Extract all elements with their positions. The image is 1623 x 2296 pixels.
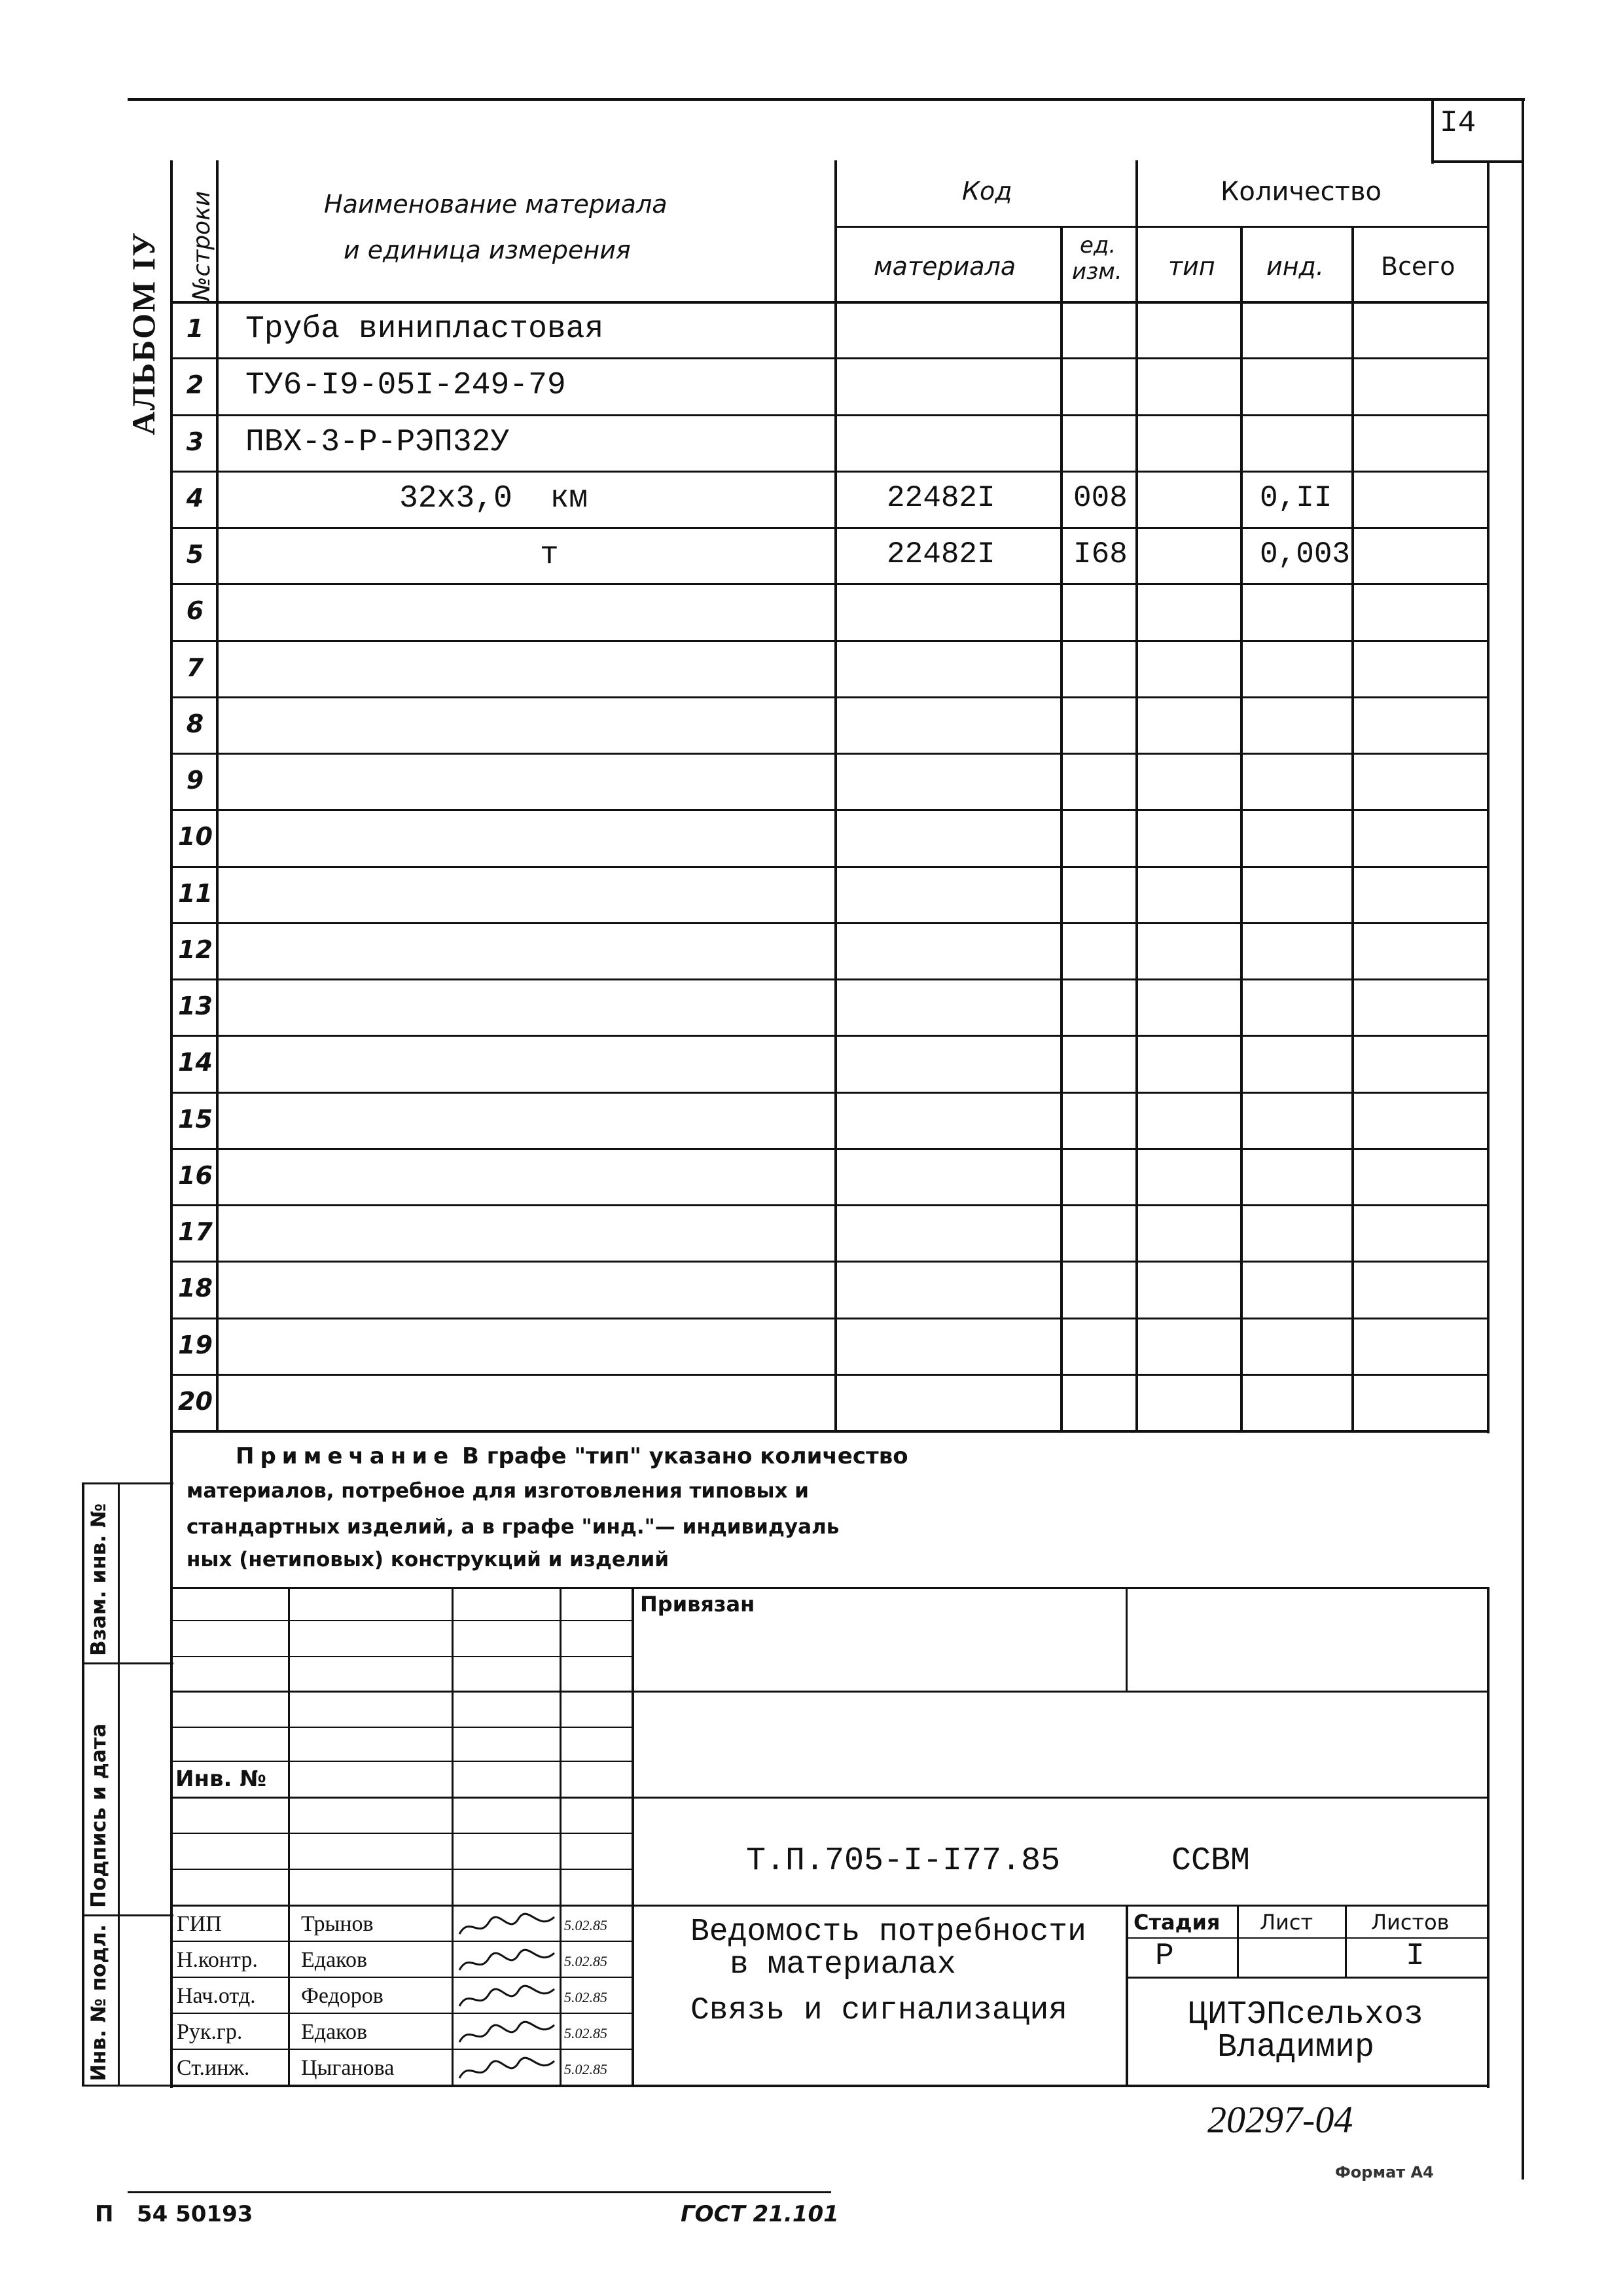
signature-scribble (456, 1981, 558, 2014)
staff-role: Ст.инж. (177, 2056, 250, 2080)
code-material-header: материала (874, 252, 1016, 281)
row-line (170, 1318, 1489, 1319)
row-line (170, 696, 1489, 698)
row-number: 11 (178, 879, 213, 908)
handwritten-number: 20297-04 (1207, 2098, 1353, 2141)
row-line (170, 978, 1489, 980)
format-label: Формат А4 (1335, 2163, 1434, 2181)
row-number-header: №строки (188, 190, 215, 301)
staff-date: 5.02.85 (564, 1953, 607, 1969)
stamp-h6 (170, 1797, 1489, 1799)
row-name: ТУ6-I9-05I-249-79 (245, 368, 566, 403)
code-unit-header-1: ед. (1080, 232, 1116, 259)
stage-label: Стадия (1133, 1910, 1221, 1935)
row-line (170, 357, 1489, 359)
side-strip-left (82, 1482, 84, 2085)
row-line (170, 527, 1489, 529)
side-label-podpis: Подпись и дата (87, 1723, 111, 1908)
row-number: 3 (186, 427, 204, 456)
qty-type-header: тип (1168, 252, 1215, 281)
row-name: 32х3,0 км (399, 481, 588, 516)
stamp-col-d (632, 1587, 634, 2085)
stamp-h4 (170, 1727, 632, 1728)
code-unit-header-2: изм. (1072, 259, 1122, 285)
stamp-h1 (170, 1620, 632, 1621)
stamp-h2 (170, 1656, 632, 1657)
stamp-bottom-line (170, 2085, 1489, 2087)
signature-scribble (456, 2053, 558, 2086)
stamp-col-b (452, 1587, 454, 2085)
row-line (170, 866, 1489, 868)
table-left-line (170, 160, 173, 2088)
side-strip-top (82, 1482, 173, 1484)
sheet-box-left (1431, 98, 1434, 164)
row-ind: 0,003 (1260, 537, 1351, 571)
staff-date: 5.02.85 (564, 1989, 607, 2005)
row-number: 19 (178, 1331, 213, 1359)
row-number: 8 (186, 709, 204, 738)
stamp-h10 (170, 1941, 632, 1942)
album-label: АЛЬБОМ IУ (125, 231, 162, 435)
row-unit: I68 (1073, 537, 1128, 571)
row-line (170, 753, 1489, 755)
row-line (170, 1148, 1489, 1150)
row-number: 9 (186, 766, 204, 795)
doc-title-line1: Ведомость потребности (690, 1914, 1086, 1950)
note-text-1: В графе "тип" указано количество (461, 1443, 908, 1469)
row-line (170, 583, 1489, 585)
num-col-line (216, 160, 219, 1430)
table-bottom-line (170, 1430, 1489, 1433)
stage-col-1 (1237, 1905, 1239, 1978)
footer-gost: ГОСТ 21.101 (681, 2201, 839, 2227)
sheets-value: I (1406, 1939, 1425, 1974)
quantity-header: Количество (1221, 177, 1382, 207)
stamp-h5 (170, 1761, 632, 1762)
stamp-h9 (170, 1905, 1489, 1907)
staff-role: ГИП (177, 1912, 222, 1936)
row-line (170, 922, 1489, 924)
staff-date: 5.02.85 (564, 1917, 607, 1933)
row-line (170, 809, 1489, 811)
stamp-right-line (1487, 1587, 1489, 2088)
stage-label-line (1126, 1937, 1489, 1939)
row-number: 13 (178, 992, 213, 1020)
row-number: 4 (186, 484, 204, 512)
privyazan-divider (1126, 1587, 1128, 1692)
name-header-line2: и единица измерения (344, 236, 631, 264)
privyazan-label: Привязан (640, 1592, 755, 1617)
row-line (170, 471, 1489, 473)
stage-block-left (1126, 1905, 1128, 2085)
stamp-top-line (170, 1587, 1489, 1589)
row-material: 22482I (887, 537, 995, 571)
doc-title-line3: Связь и сигнализация (690, 1993, 1068, 2028)
row-line (170, 1092, 1489, 1094)
row-line (170, 640, 1489, 642)
row-line (170, 1261, 1489, 1263)
stamp-h12 (170, 2013, 632, 2014)
sheet-label: Лист (1260, 1910, 1313, 1935)
org-line1: ЦИТЭПсельхоз (1188, 1996, 1424, 2034)
stage-value-line (1126, 1977, 1489, 1979)
row-number: 5 (186, 540, 204, 569)
ind-col-line (1351, 226, 1354, 1430)
signature-scribble (456, 2017, 558, 2050)
stamp-h7 (170, 1833, 632, 1834)
staff-name: Федоров (301, 1984, 383, 2008)
qty-ind-header: инд. (1266, 252, 1324, 281)
note-label: Примечание (236, 1443, 455, 1469)
name-header-line1: Наименование материала (324, 190, 668, 219)
org-line2: Владимир (1217, 2029, 1375, 2066)
side-label-inv-podl: Инв. № подл. (87, 1924, 111, 2081)
code-header: Код (962, 177, 1012, 206)
header-mid-line (834, 226, 1489, 228)
staff-role: Нач.отд. (177, 1984, 256, 2008)
stamp-h13 (170, 2049, 632, 2050)
side-strip-div2 (82, 1914, 173, 1916)
stamp-h11 (170, 1977, 632, 1978)
row-material: 22482I (887, 481, 995, 515)
side-strip-div1 (82, 1662, 173, 1664)
inv-no-label: Инв. № (175, 1766, 267, 1792)
row-unit: 008 (1073, 481, 1128, 515)
sheet-number: I4 (1440, 106, 1476, 140)
side-label-vzam: Взам. инв. № (87, 1503, 111, 1656)
row-number: 6 (186, 596, 204, 625)
row-ind: 0,II (1260, 481, 1332, 515)
staff-name: Трынов (301, 1912, 374, 1936)
row-line (170, 1374, 1489, 1376)
qty-total-header: Всего (1381, 252, 1455, 281)
material-col-line (1060, 226, 1063, 1430)
staff-date: 5.02.85 (564, 2025, 607, 2041)
header-bottom-line (170, 301, 1489, 304)
unit-col-line (1135, 160, 1138, 1430)
row-number: 1 (186, 314, 204, 343)
row-number: 17 (178, 1217, 213, 1246)
signature-scribble (456, 1945, 558, 1978)
stamp-col-a (288, 1587, 290, 2085)
side-strip-inner (118, 1482, 120, 2085)
right-border-line (1522, 98, 1524, 2179)
row-number: 12 (178, 935, 213, 964)
staff-date: 5.02.85 (564, 2061, 607, 2077)
row-number: 16 (178, 1161, 213, 1190)
staff-name: Едаков (301, 1948, 368, 1972)
row-line (170, 414, 1489, 416)
note-line1 (236, 1443, 908, 1469)
row-number: 2 (186, 370, 204, 399)
row-number: 7 (186, 653, 204, 682)
staff-name: Едаков (301, 2020, 368, 2044)
stage-value: Р (1155, 1939, 1174, 1974)
name-col-line (834, 160, 837, 1430)
row-line (170, 1204, 1489, 1206)
row-number: 10 (178, 822, 213, 851)
row-number: 20 (178, 1387, 213, 1416)
row-name: ПВХ-3-Р-РЭП32У (245, 425, 510, 460)
sheet-box-bottom (1431, 160, 1523, 163)
side-strip-bottom (82, 2085, 173, 2087)
row-name: Труба винипластовая (245, 312, 604, 347)
staff-role: Рук.гр. (177, 2020, 243, 2044)
stamp-col-c (560, 1587, 562, 2085)
sheets-label: Листов (1371, 1910, 1450, 1935)
doc-code: Т.П.705-I-I77.85 (746, 1842, 1061, 1880)
staff-role: Н.контр. (177, 1948, 258, 1972)
footer-line (128, 2191, 831, 2193)
footer-left: П 54 50193 (95, 2201, 253, 2227)
doc-title-line2: в материалах (730, 1947, 956, 1982)
row-number: 18 (178, 1274, 213, 1302)
stamp-h8 (170, 1869, 632, 1870)
type-col-line (1240, 226, 1243, 1430)
table-right-line (1487, 160, 1489, 1433)
note-line4: ных (нетиповых) конструкций и изделий (187, 1548, 669, 1571)
stage-col-2 (1345, 1905, 1347, 1978)
top-border-line (128, 98, 1525, 101)
stamp-h3 (170, 1691, 1489, 1693)
note-line3: стандартных изделий, а в графе "инд."— индивидуаль (187, 1515, 840, 1539)
doc-section: ССВМ (1171, 1842, 1251, 1880)
signature-scribble (456, 1909, 558, 1942)
note-line2: материалов, потребное для изготовления типовых и (187, 1479, 810, 1503)
row-line (170, 1035, 1489, 1037)
row-name: т (540, 537, 559, 573)
staff-name: Цыганова (301, 2056, 395, 2080)
row-number: 14 (178, 1048, 213, 1077)
row-number: 15 (178, 1105, 213, 1134)
